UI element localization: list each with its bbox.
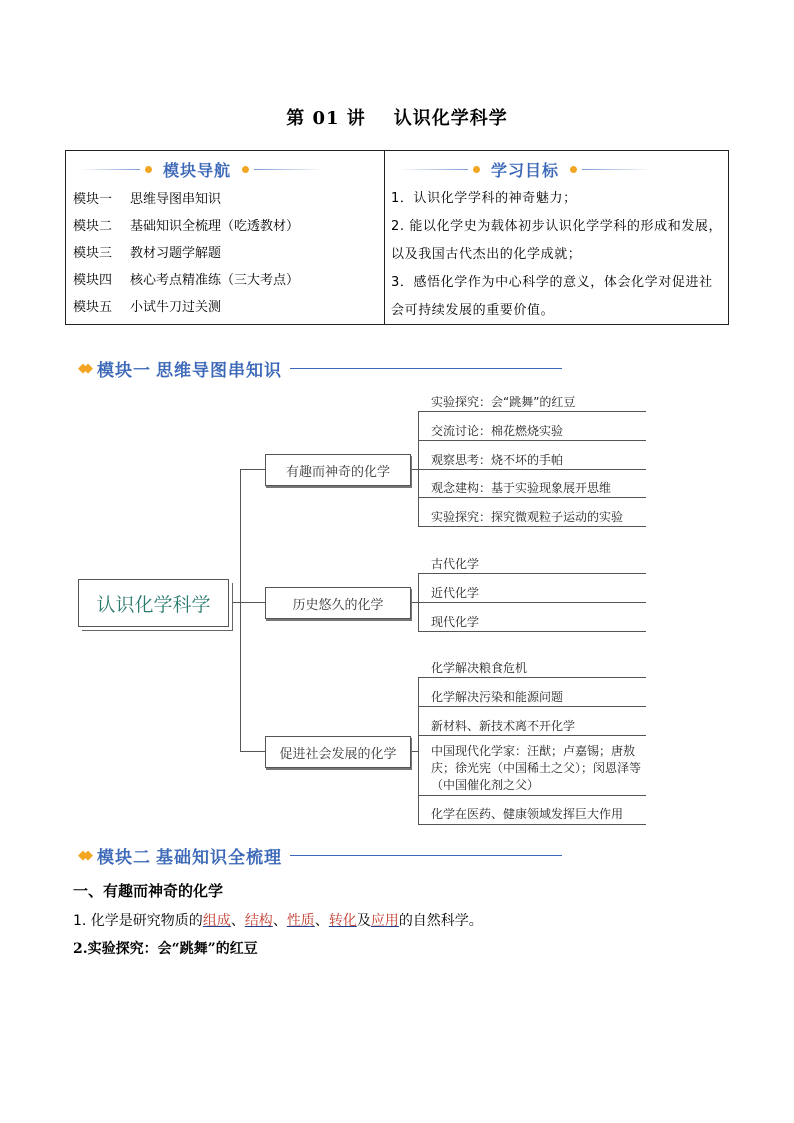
key-term: 性质 (286, 913, 315, 929)
list-item: 模块一 思维导图串知识 (73, 192, 222, 207)
dot-icon (242, 166, 249, 173)
key-term: 结构 (244, 913, 273, 929)
key-term: 应用 (370, 913, 399, 929)
mindmap-leaf: 新材料、新技术离不开化学 (431, 719, 576, 733)
leaf-underline (418, 440, 646, 441)
dot-icon (145, 166, 152, 173)
leaf-underline (418, 677, 646, 678)
leaf-underline (418, 735, 646, 736)
table-divider (384, 151, 385, 324)
dot-icon (473, 166, 480, 173)
connector (411, 751, 418, 752)
connector (411, 469, 418, 470)
nav-heading: 模块导航 (80, 159, 372, 179)
list-item: 1．认识化学学科的神奇魅力； (391, 191, 577, 206)
list-item: 3．感悟化学作为中心科学的意义，体会化学对促进社会可持续发展的重要价值。 (391, 275, 713, 318)
mindmap-branch: 历史悠久的化学 (265, 587, 411, 619)
page-title (0, 104, 794, 130)
mindmap-leaf: 观察思考：烧不坏的手帕 (431, 453, 564, 467)
leaf-underline (418, 706, 646, 707)
connector (418, 677, 419, 824)
lecture-topic: 认识化学科学 (393, 108, 508, 129)
mindmap-leaf: 化学在医药、健康领域发挥巨大作用 (431, 807, 624, 821)
leaf-underline (418, 795, 646, 796)
list-item: 模块四 核心考点精准练（三大考点） (73, 273, 300, 288)
connector (240, 602, 265, 603)
mindmap-leaf: 交流讨论：棉花燃烧实验 (431, 424, 564, 438)
mindmap-leaf: 化学解决污染和能源问题 (431, 690, 564, 704)
goal-list (391, 185, 725, 325)
mindmap-leaf: 实验探究：会“跳舞”的红豆 (431, 395, 576, 409)
dot-icon (570, 166, 577, 173)
section-header-2: ◆◆ 模块二 基础知识全梳理 (78, 844, 562, 866)
mindmap-branch: 有趣而神奇的化学 (265, 454, 411, 486)
goals-heading: 学习目标 (398, 159, 718, 179)
mindmap-leaf: 实验探究：探究微观粒子运动的实验 (431, 510, 624, 524)
leaf-underline (418, 631, 646, 632)
list-item: 2. 能以化学史为载体初步认识化学学科的形成和发展，以及我国古代杰出的化学成就； (391, 219, 723, 262)
list-item: 模块三 教材习题学解题 (73, 246, 222, 261)
leaf-underline (418, 497, 646, 498)
paragraph-1: 1. 化学是研究物质的组成、结构、性质、转化及应用的自然科学。 (73, 913, 483, 929)
mindmap-leaf: 化学解决粮食危机 (431, 661, 528, 675)
paragraph-2: 2.实验探究：会“跳舞”的红豆 (73, 941, 258, 957)
subsection-heading: 一、有趣而神奇的化学 (73, 882, 224, 900)
leaf-underline (418, 469, 646, 470)
list-item: 模块二 基础知识全梳理（吃透教材） (73, 219, 300, 234)
mindmap-leaf: 中国现代化学家：汪猷；卢嘉锡；唐敖庆；徐光宪（中国稀土之父）；闵恩泽等（中国催化剂之父） (431, 744, 642, 792)
section-header-1: ◆◆ 模块一 思维导图串知识 (78, 357, 562, 379)
key-term: 组成 (202, 913, 231, 929)
lecture-number: 第 01 讲 (286, 108, 366, 129)
connector (240, 469, 241, 751)
mindmap-root: 认识化学科学 (78, 579, 229, 627)
mindmap-leaf: 现代化学 (431, 615, 480, 629)
section-rule (290, 368, 562, 369)
leaf-underline (418, 824, 646, 825)
connector (240, 751, 265, 752)
key-term: 转化 (328, 913, 357, 929)
leaf-underline (418, 602, 646, 603)
leaf-underline (418, 573, 646, 574)
overview-table (65, 150, 729, 325)
leaf-underline (418, 526, 646, 527)
mindmap-branch: 促进社会发展的化学 (265, 736, 411, 768)
diamond-icon: ◆◆ (78, 847, 88, 863)
leaf-underline (418, 411, 646, 412)
diamond-icon: ◆◆ (78, 360, 88, 376)
mindmap-leaf: 观念建构：基于实验现象展开思维 (431, 481, 612, 495)
connector (240, 469, 265, 470)
connector (411, 602, 418, 603)
mindmap-leaf: 近代化学 (431, 586, 480, 600)
list-item: 模块五 小试牛刀过关测 (73, 300, 222, 315)
section-rule (290, 855, 562, 856)
module-list (73, 186, 299, 321)
mindmap-leaf: 古代化学 (431, 557, 480, 571)
